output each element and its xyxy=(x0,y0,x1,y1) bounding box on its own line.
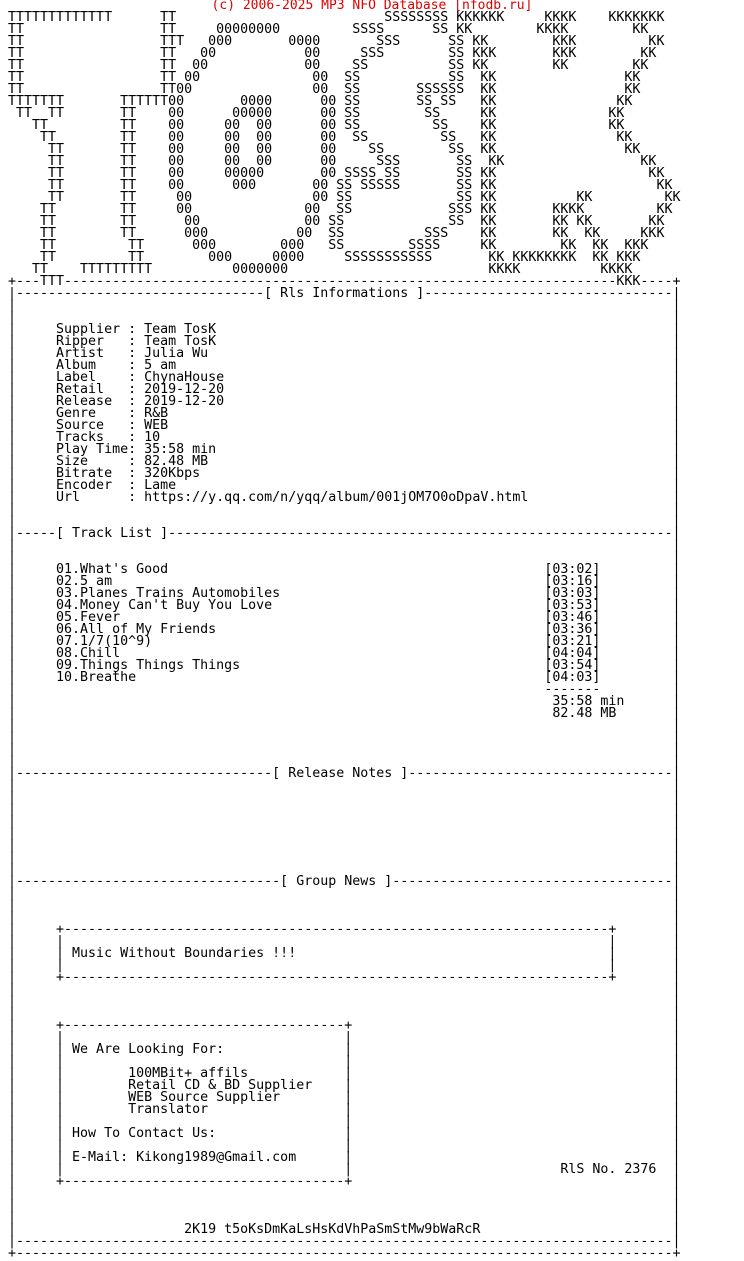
nfodb-header: (c) 2006-2025 MP3 NFO Database [nfodb.ru] xyxy=(211,0,533,13)
nfo-line: | Artist : Julia Wu | xyxy=(8,346,681,361)
nfo-line: | | | | xyxy=(8,1114,681,1129)
nfo-line: | 06.All of My Friends [03:36] | xyxy=(8,622,681,637)
nfo-line: | | xyxy=(8,514,681,529)
nfo-line: TT TT 00 00 SS SSS KK KKKK KK xyxy=(8,202,673,217)
nfo-line: TT TT 00 00 SSS SS KKK KKK KK xyxy=(8,46,657,61)
nfo-line: | Source : WEB | xyxy=(8,418,681,433)
nfo-line: | | xyxy=(8,994,681,1009)
nfo-line: | | | | xyxy=(8,934,681,949)
nfo-text-document xyxy=(8,12,680,1260)
nfo-line: TT TT 000 00 SS SSS KK KK KK KKK xyxy=(8,226,665,241)
nfo-line: | Album : 5 am | xyxy=(8,358,681,373)
nfo-line: | | Music Without Boundaries !!! | | xyxy=(8,946,681,961)
nfo-line: TT TT TT 00 00000 00 SS SS KK KK xyxy=(8,106,625,121)
nfo-line: TT TT 00 00000 00 SSSS SS SS KK KK xyxy=(8,166,665,181)
nfo-line: TT TT 00 00 SS SS KK KK KK xyxy=(8,190,681,205)
nfo-line: | | xyxy=(8,550,681,565)
nfo-line: +----------------------------------------------------------------------------------+ xyxy=(8,1246,681,1261)
nfo-line: | Url : https://y.qq.com/n/yqq/album/001jOM7O0oDpaV.html | xyxy=(8,490,681,505)
nfo-line: | 02.5 am [03:16] | xyxy=(8,574,681,589)
nfo-line: | | How To Contact Us: | | xyxy=(8,1126,681,1141)
nfo-line: | | | | xyxy=(8,1030,681,1045)
nfo-line: | | xyxy=(8,1186,681,1201)
nfo-line: | | xyxy=(8,850,681,865)
nfo-line: | 04.Money Can't Buy You Love [03:53] | xyxy=(8,598,681,613)
nfo-line: | +-----------------------------------+ | xyxy=(8,1018,681,1033)
nfo-line: |-----[ Track List ]---------------------------------------------------------------| xyxy=(8,526,681,541)
nfo-line: | | | | xyxy=(8,1054,681,1069)
nfo-line: | | Retail CD & BD Supplier | | xyxy=(8,1078,681,1093)
nfo-line: | Size : 82.48 MB | xyxy=(8,454,681,469)
nfo-line: TT TT 00 000 00 SS SSSSS SS KK KK xyxy=(8,178,673,193)
nfo-line: | | xyxy=(8,790,681,805)
nfo-line: | Tracks : 10 | xyxy=(8,430,681,445)
nfo-line: | | xyxy=(8,886,681,901)
nfo-line: |---------------------------------[ Group News ]-----------------------------------| xyxy=(8,874,681,889)
nfo-line: TTTTTTTTTTTTT TT SSSSSSSS KKKKKK KKKK KKKKKKK xyxy=(8,10,665,25)
nfo-line: TT TT 00 00 00 00 SS SS KK KK xyxy=(8,142,641,157)
nfo-line: | | xyxy=(8,982,681,997)
nfo-line: | | xyxy=(8,730,681,745)
nfo-line: | | | | xyxy=(8,1138,681,1153)
nfo-line: | Supplier : Team TosK | xyxy=(8,322,681,337)
nfo-line: | ------- | xyxy=(8,682,681,697)
nfo-line: | | xyxy=(8,862,681,877)
nfo-line: | | xyxy=(8,538,681,553)
nfo-line: TT TT 00 00 00 00 SSS SS KK KK xyxy=(8,154,657,169)
nfo-line: | Genre : R&B | xyxy=(8,406,681,421)
nfo-line: TT TT 00 00 SS SS KK KK KK xyxy=(8,58,649,73)
nfo-line: TT TT 000 000 SS SSSS KK KK KK KKK xyxy=(8,238,649,253)
nfo-line: +---TTT---------------------------------------------------------------------KKK----+ xyxy=(8,274,681,289)
nfo-line: | Retail : 2019-12-20 | xyxy=(8,382,681,397)
nfo-line: |-------------------------------[ Rls Informations ]-------------------------------| xyxy=(8,286,681,301)
nfo-line: |--------------------------------[ Release Notes ]---------------------------------| xyxy=(8,766,681,781)
nfo-line: TT TT 000 0000 SSSSSSSSSSS KK KKKKKKKK KK KKK xyxy=(8,250,641,265)
nfo-line: | | xyxy=(8,310,681,325)
nfo-line: | | xyxy=(8,826,681,841)
nfo-line: | | xyxy=(8,742,681,757)
nfo-line: | +-----------------------------------+ | xyxy=(8,1174,681,1189)
nfo-line: | 07.1/7(10^9) [03:21] | xyxy=(8,634,681,649)
nfo-line: TTTTTTT TTTTTT00 0000 00 SS SS SS KK KK xyxy=(8,94,633,109)
nfo-line: | | | RlS No. 2376 | xyxy=(8,1162,681,1177)
nfo-line: | | xyxy=(8,910,681,925)
nfo-line: | | xyxy=(8,754,681,769)
nfo-line: TT TT 00000000 SSSS SS KK KKKK KK xyxy=(8,22,649,37)
nfo-line: TT TT 00 00 00 00 SS SS KK KK xyxy=(8,130,633,145)
nfo-line: | | xyxy=(8,298,681,313)
nfo-line: | Release : 2019-12-20 | xyxy=(8,394,681,409)
nfo-line: | | WEB Source Supplier | | xyxy=(8,1090,681,1105)
nfo-line: TT TTT 000 0000 SSS SS KK KKK KK xyxy=(8,34,665,49)
nfo-line: | | xyxy=(8,838,681,853)
nfo-line: | | xyxy=(8,502,681,517)
nfo-line: | 05.Fever [03:46] | xyxy=(8,610,681,625)
nfo-line: |----------------------------------------------------------------------------------| xyxy=(8,1234,681,1249)
nfo-line: | 82.48 MB | xyxy=(8,706,681,721)
nfo-line: | | xyxy=(8,718,681,733)
nfo-line: TT TT 00 00 SS SS KK KK xyxy=(8,70,641,85)
nfo-line: | +--------------------------------------------------------------------+ | xyxy=(8,922,681,937)
nfo-line: | | E-Mail: Kikong1989@Gmail.com | | xyxy=(8,1150,681,1165)
nfo-line: TT TTTTTTTTT 0000000 KKKK KKKK xyxy=(8,262,633,277)
nfo-line: TT TT 00 00 SS SS KK KK KK KK xyxy=(8,214,665,229)
nfo-line: | Bitrate : 320Kbps | xyxy=(8,466,681,481)
nfo-line: | Label : ChynaHouse | xyxy=(8,370,681,385)
nfo-line: | Play Time: 35:58 min | xyxy=(8,442,681,457)
nfo-line: | 10.Breathe [04:03] | xyxy=(8,670,681,685)
nfo-line: | | xyxy=(8,778,681,793)
nfo-line: | 03.Planes Trains Automobiles [03:03] | xyxy=(8,586,681,601)
nfo-line: | | Translator | | xyxy=(8,1102,681,1117)
nfo-line: | | We Are Looking For: | | xyxy=(8,1042,681,1057)
nfo-line: | | xyxy=(8,814,681,829)
nfo-line: | +--------------------------------------------------------------------+ | xyxy=(8,970,681,985)
nfo-line: TT TT00 00 SS SSSSSS KK KK xyxy=(8,82,641,97)
nfo-line: | 35:58 min | xyxy=(8,694,681,709)
nfo-line: | | xyxy=(8,802,681,817)
nfo-line: TT TT 00 00 00 00 SS SS KK KK xyxy=(8,118,625,133)
nfo-line: | Encoder : Lame | xyxy=(8,478,681,493)
nfo-line: | | xyxy=(8,898,681,913)
nfo-line: | | | | xyxy=(8,958,681,973)
nfo-line: | | xyxy=(8,1006,681,1021)
nfo-line: | | 100MBit+ affils | | xyxy=(8,1066,681,1081)
nfo-line: | | xyxy=(8,1198,681,1213)
nfo-line: | 2K19 t5oKsDmKaLsHsKdVhPaSmStMw9bWaRcR | xyxy=(8,1222,681,1237)
nfo-line: | | xyxy=(8,1210,681,1225)
nfo-line: | 09.Things Things Things [03:54] | xyxy=(8,658,681,673)
nfo-line: | 01.What's Good [03:02] | xyxy=(8,562,681,577)
nfo-line: | Ripper : Team TosK | xyxy=(8,334,681,349)
nfo-line: | 08.Chill [04:04] | xyxy=(8,646,681,661)
